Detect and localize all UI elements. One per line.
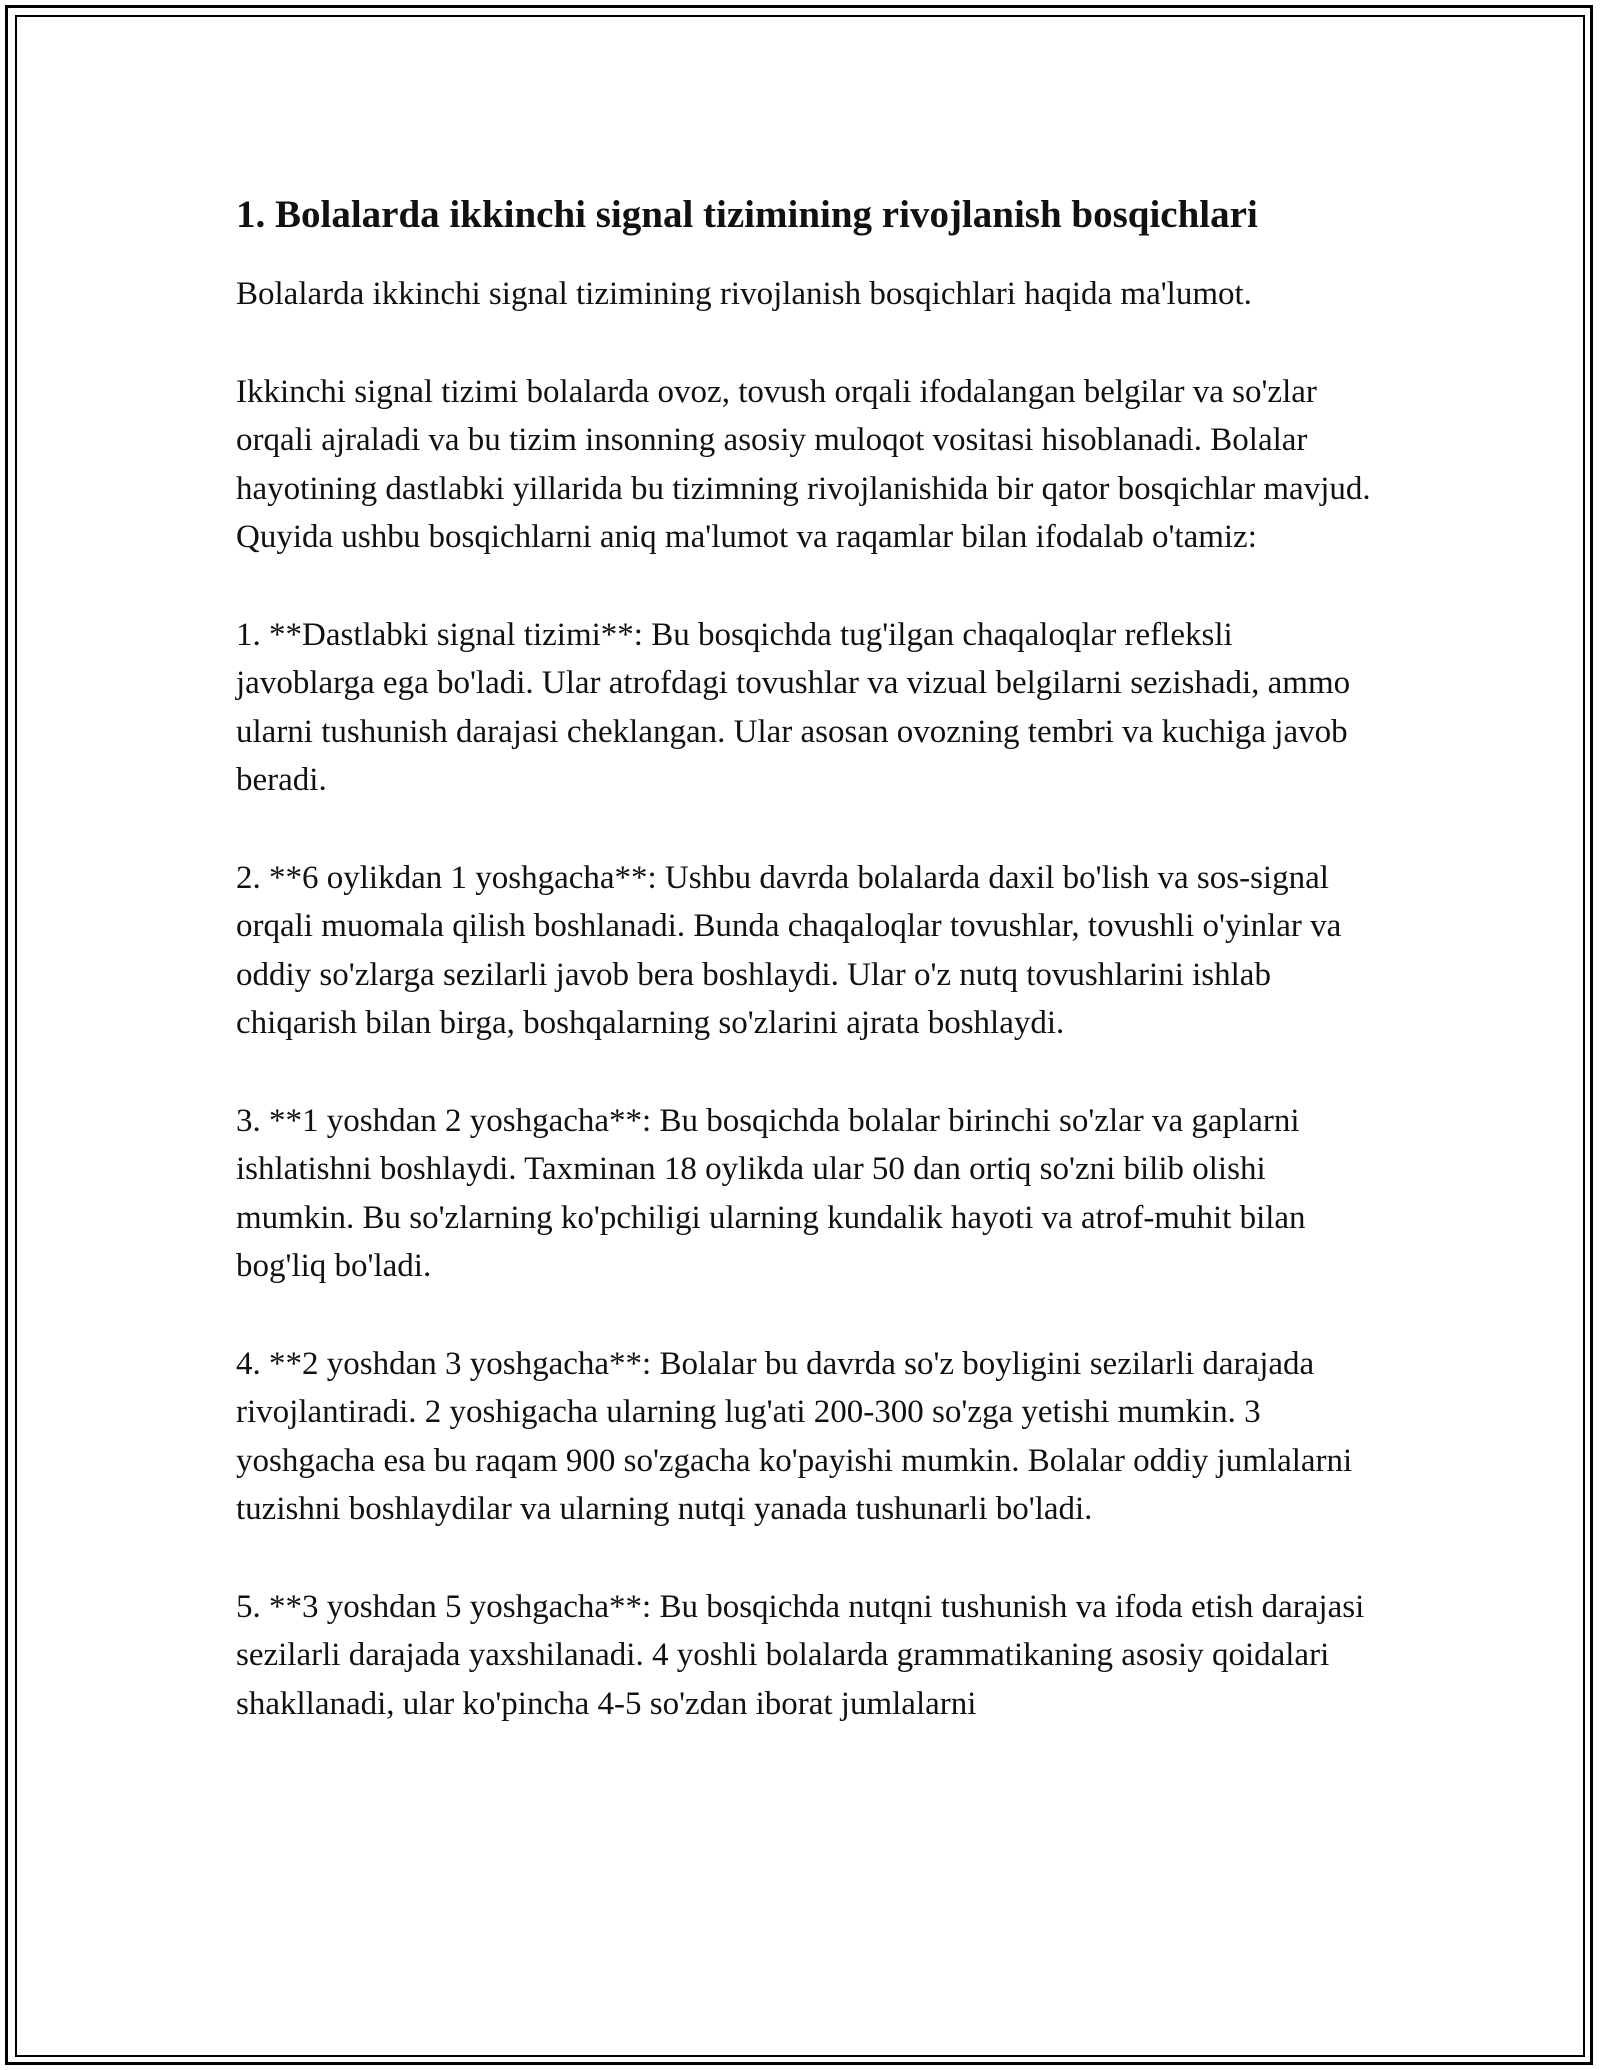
stage-5-paragraph: 5. **3 yoshdan 5 yoshgacha**: Bu bosqichda nutqni tushunish va ifoda etish darajasi sezilarli darajada yaxshilanadi. 4 yoshli bolalarda grammatikaning asosiy qoidalari shakllanadi, ular ko'pincha 4-5 so'zdan iborat jumlalarni [236,1588,1365,1722]
intro-paragraph: Bolalarda ikkinchi signal tizimining rivojlanish bosqichlari haqida ma'lumot. [236,276,1252,312]
section-title: 1. Bolalarda ikkinchi signal tizimining rivojlanish bosqichlari [236,193,1258,236]
stage-2-paragraph: 2. **6 oylikdan 1 yoshgacha**: Ushbu davrda bolalarda daxil bo'lish va sos-signal orqali muomala qilish boshlanadi. Bunda chaqaloqlar tovushlar, tovushli o'yinlar va oddiy so'zlarga sezilarli javob bera boshlaydi. Ular o'z nutq tovushlarini ishlab chiqarish bilan birga, boshqalarning so'zlarini ajrata boshlaydi. [236,859,1342,1041]
overview-paragraph: Ikkinchi signal tizimi bolalarda ovoz, tovush orqali ifodalangan belgilar va so'zlar orqali ajraladi va bu tizim insonning asosiy muloqot vositasi hisoblanadi. Bolalar hayotining dastlabki yillarida bu tizimning rivojlanishida bir qator bosqichlar mavjud. Quyida ushbu bosqichlarni aniq ma'lumot va raqamlar bilan ifodalab o'tamiz: [236,373,1371,555]
stage-3-paragraph: 3. **1 yoshdan 2 yoshgacha**: Bu bosqichda bolalar birinchi so'zlar va gaplarni ishlatishni boshlaydi. Taxminan 18 oylikda ular 50 dan ortiq so'zni bilib olishi mumkin. Bu so'zlarning ko'pchiligi ularning kundalik hayoti va atrof-muhit bilan bog'liq bo'ladi. [236,1102,1306,1284]
stage-4-paragraph: 4. **2 yoshdan 3 yoshgacha**: Bolalar bu davrda so'z boyligini sezilarli darajada rivojlantiradi. 2 yoshigacha ularning lug'ati 200-300 so'zga yetishi mumkin. 3 yoshgacha esa bu raqam 900 so'zgacha ko'payishi mumkin. Bolalar oddiy jumlalarni tuzishni boshlaydilar va ularning nutqi yanada tushunarli bo'ladi. [236,1345,1353,1527]
stage-1-paragraph: 1. **Dastlabki signal tizimi**: Bu bosqichda tug'ilgan chaqaloqlar refleksli javoblarga ega bo'ladi. Ular atrofdagi tovushlar va vizual belgilarni sezishadi, ammo ularni tushunish darajasi cheklangan. Ular asosan ovozning tembri va kuchiga javob beradi. [236,616,1351,798]
document-body [236,186,1376,1777]
